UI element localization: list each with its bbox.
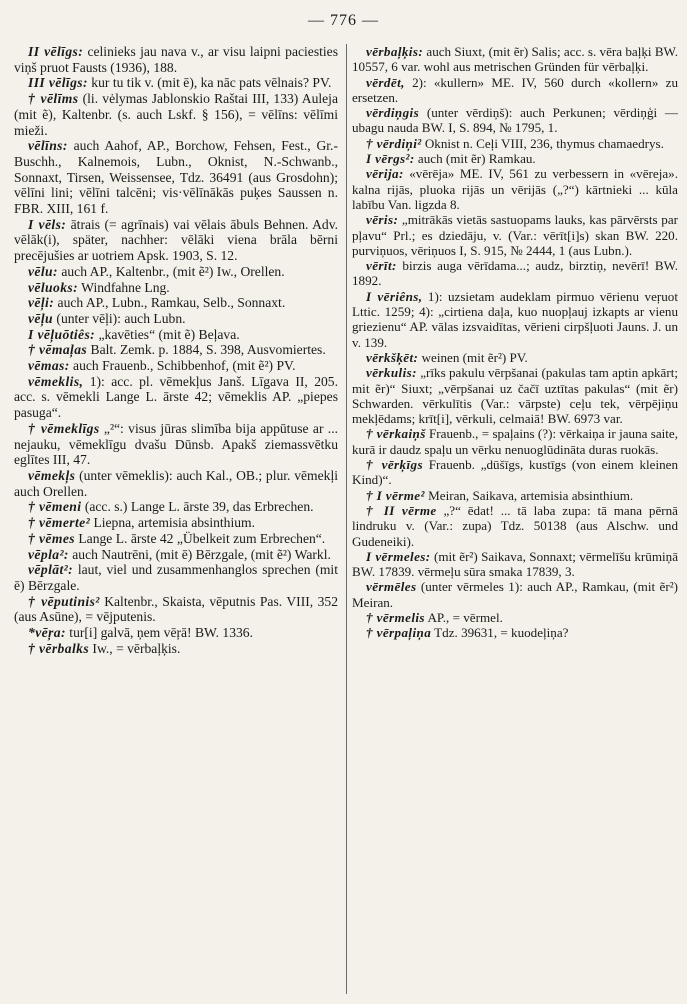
dictionary-entry: [352, 503, 678, 549]
entry-text: Windfahne Lng.: [78, 279, 170, 295]
entry-headword: vēplāt²:: [28, 562, 74, 578]
entry-headword: vēlu:: [28, 263, 58, 279]
dictionary-entry: [352, 75, 678, 106]
entry-headword: vērdēt,: [366, 74, 405, 90]
entry-headword: † vēmerte²: [28, 515, 91, 531]
dictionary-entry: [352, 350, 678, 365]
entry-text: „kavēties“ (mit ẽ) Beļava.: [95, 326, 240, 342]
entry-text: tur[i] galvā, ņem vēŗā! BW. 1336.: [65, 625, 254, 641]
entry-text: (unter vērmeles 1): auch AP., Ramkau, (mit ẽr²) Meiran.: [352, 579, 678, 610]
dictionary-entry: [14, 327, 338, 343]
column-divider: [346, 44, 347, 994]
entry-headword: I vērmeles:: [366, 548, 431, 564]
entry-text: (unter vēļi): auch Lubn.: [53, 310, 186, 326]
entry-headword: I vēļuōtiês:: [28, 326, 96, 342]
entry-headword: II vēlīgs:: [28, 44, 84, 59]
entry-text: auch Nautrēni, (mit ē) Bērzgale, (mit ẽ²) Warkl.: [68, 546, 331, 562]
dictionary-entry: [352, 488, 678, 503]
entry-text: (li. vėlymas Jablonskio Raštai III, 133) Auleja (mit ẽ), Kaltenbr. (s. auch Lskf. § 156), = vēlīns: vēlīmi mieži.: [14, 91, 338, 138]
entry-headword: vērkulis:: [366, 365, 417, 381]
entry-headword: vērīt:: [366, 258, 397, 274]
entry-headword: vēmeklis,: [28, 373, 84, 389]
dictionary-entry: [14, 374, 338, 421]
entry-headword: vēļi:: [28, 295, 55, 311]
entry-text: „?“ ēdat! ... tā laba zupa: tā mana pērnā lindruku v. (Var.: zupa) Tdz. 50138 (aus Alschw. und Gudeneiki).: [352, 502, 678, 549]
entry-headword: vēmekļs: [28, 467, 76, 483]
entry-text: (unter vērdiņš): auch Perkunen; vērdiņģi — ubagu nauda BW. I, S. 894, № 1795, 1.: [352, 105, 678, 136]
dictionary-entry: [352, 579, 678, 610]
entry-text: (unter vēmeklis): auch Kal., OB.; plur. vēmekļi auch Orellen.: [14, 467, 338, 499]
entry-text: 2): «kullern» ME. IV, 560 durch «kollern» zu ersetzen.: [352, 74, 678, 105]
entry-text: „²“: visus jūras slimība bija appūtuse ar ... nejauku, vēmeklīgu dvašu Dūnsb. Apakš ziemassvētku eglītes III, 47.: [14, 420, 338, 468]
entry-text: auch Siuxt, (mit ẽr) Salis; acc. s. vēra baļķi BW. 10557, 6 var. wohl aus metrischen Gründen für vērbaļķi.: [352, 44, 678, 75]
entry-headword: † vērdiņi²: [366, 135, 422, 151]
entry-text: kur tu tik v. (mit ē), ka nāc pats vēlnais? PV.: [87, 75, 332, 91]
entry-text: Balt. Zemk. p. 1884, S. 398, Ausvomiertes.: [87, 342, 326, 358]
dictionary-entry: [14, 342, 338, 358]
entry-text: auch Aahof, AP., Borchow, Fehsen, Fest., Gr.-Buschh., Kalnemois, Lubn., Oknist, N.-Schwanb., Sonnaxt, Tirsen, Weissensee, Tdz. 36491 (aus Grosdohn); vēlīni lini; vēlīni talcēni; vis·vēlīnākās puķes Saussen n. FBR. XIII, 161 f.: [14, 138, 338, 217]
dictionary-entry: [14, 75, 338, 91]
dictionary-entry: [14, 358, 338, 374]
entry-text: AP., = vērmel.: [424, 609, 503, 625]
entry-headword: vēļu: [28, 310, 54, 326]
dictionary-entry: [14, 138, 338, 217]
dictionary-entry: [352, 212, 678, 258]
dictionary-entry: [352, 289, 678, 350]
entry-headword: vērija:: [366, 166, 404, 182]
entry-headword: vērkšķēt:: [366, 349, 419, 365]
entry-text: Meiran, Saikava, artemisia absinthium.: [424, 487, 634, 503]
entry-headword: † vēmaļas: [28, 342, 88, 358]
entry-headword: † vēmeni: [28, 499, 82, 515]
dictionary-entry: [14, 295, 338, 311]
entry-text: „mitrākās vietās sastuopams lauks, kas pārvērsts par pļavu“ Prl.; es dziedāju, v. (Var.: vērīt[i]s) skan BW. 220. purviņuos, vēriņuos I, S. 915, № 2444, 1 (aus Lubn.).: [352, 212, 678, 258]
entry-headword: † vēputinis²: [28, 593, 100, 609]
entry-headword: † vēmes: [28, 530, 75, 546]
dictionary-entry: [352, 625, 678, 640]
dictionary-entry: [352, 610, 678, 625]
entry-text: (mit ẽr²) Saikava, Sonnaxt; vērmelīšu krūmiņā BW. 17839. vērmeļu sūra smaka 17839, 3.: [352, 548, 678, 580]
entry-headword: vēpla²:: [28, 546, 69, 562]
entry-text: Kaltenbr., Skaista, vēputnis Pas. VIII, 352 (aus Asūne), = vējputenis.: [14, 593, 338, 625]
dictionary-entry: [14, 531, 338, 547]
entry-text: Lange L. ārste 42 „Übelkeit zum Erbrechen“.: [74, 530, 326, 546]
entry-text: laut, viel und zusammenhanglos sprechen (mit ē) Bērzgale.: [14, 562, 338, 593]
dictionary-entry: [14, 311, 338, 327]
entry-text: auch Frauenb., Schibbenhof, (mit ẽ²) PV.: [69, 358, 296, 374]
entry-headword: vērbaļķis:: [366, 44, 424, 59]
left-column: [14, 44, 338, 999]
entry-text: ātrais (= agrīnais) vai vēlais ābuls Behnen. Adv. vēlāk(i), später, nachher: vēlāki viena brāla bērni precējušies ar uotriem Apsk. 1903, S. 12.: [14, 216, 338, 264]
dictionary-entry: [14, 562, 338, 593]
dictionary-entry: [352, 258, 678, 289]
entry-text: „rīks pakulu vērpšanai (pakulas tam aptin apkārt; mit ẽr)“ Siuxt; „vērpšanai uz čačī uztītas pakulas“ (mit ẽr) Schwarden. vērkulītis (Var.: vārpste) ceļu tek, vērpējiņu mekļēdams; krīt[i], vērkuli, celmaiā! BW. 6973 var.: [352, 365, 678, 427]
dictionary-entry: [352, 426, 678, 457]
dictionary-entry: [352, 136, 678, 151]
entry-text: «vērēja» ME. IV, 561 zu verbessern in «vēreja». kalna rijās, pluoka rijās un vērijās („?“) kārtnieki ... kūla labību Van. ligzda 8.: [352, 166, 678, 212]
entry-text: auch AP., Lubn., Ramkau, Selb., Sonnaxt.: [54, 295, 286, 311]
dictionary-entry: [14, 217, 338, 264]
entry-headword: vēris:: [366, 212, 399, 228]
entry-headword: I vēls:: [28, 216, 67, 232]
entry-headword: † vērkaiņš: [366, 426, 426, 442]
entry-text: (acc. s.) Lange L. ārste 39, das Erbrechen.: [81, 499, 314, 515]
entry-text: birzis auga vērīdama...; audz, birztiņ, nevērī! BW. 1892.: [352, 258, 678, 289]
right-column: [352, 44, 678, 999]
dictionary-entry: [352, 365, 678, 426]
entry-headword: I vērgs²:: [366, 151, 415, 167]
entry-headword: † vērpaļiņa: [366, 625, 432, 641]
dictionary-entry: [352, 105, 678, 136]
entry-headword: vērdiņgis: [366, 105, 420, 121]
entry-headword: vēlīns:: [28, 138, 68, 154]
dictionary-entry: [14, 515, 338, 531]
dictionary-entry: [14, 499, 338, 515]
dictionary-entry: [14, 625, 338, 641]
dictionary-entry: [14, 91, 338, 138]
entry-text: 1): uzsietam audeklam pirmuo vērienu veŗuot Lttic. 1259; 4): „cirtiena daļa, kuo nuopļauj izkapts ar vienu griezienu“ AP. vālas izsvaidītas, vērieni cirpšļuoti Jauns. J. un v. 139.: [352, 288, 678, 350]
entry-headword: † II vērme: [366, 502, 437, 518]
entry-text: Frauenb. „dūšīgs, kustīgs (von einem kleinen Kind)“.: [352, 457, 678, 488]
dictionary-entry: [14, 547, 338, 563]
dictionary-entry: [14, 594, 338, 625]
entry-headword: III vēlīgs:: [28, 75, 88, 91]
entry-headword: † vēlīms: [28, 91, 79, 107]
dictionary-entry: [14, 44, 338, 75]
entry-headword: † vērķīgs: [366, 457, 423, 473]
dictionary-entry: [14, 468, 338, 499]
entry-text: weinen (mit ẽr²) PV.: [418, 349, 528, 365]
entry-text: Frauenb., = spaļains (?): vērkaiņa ir jauna saite, kurā ir daudz spaļu un vērku nenuoglūdināta duras ruokās.: [352, 426, 678, 457]
entry-text: auch AP., Kaltenbr., (mit ẽ²) Iw., Orellen.: [57, 263, 285, 279]
entry-headword: *vēŗa:: [28, 625, 66, 641]
entry-headword: † vēmeklīgs: [28, 420, 100, 436]
entry-headword: † vērbalks: [28, 640, 90, 656]
entry-headword: vēluoks:: [28, 279, 79, 295]
entry-headword: † I vērme²: [366, 487, 425, 503]
dictionary-entry: [352, 44, 678, 75]
dictionary-entry: [14, 421, 338, 468]
entry-text: celinieks jau nava v., ar visu laipni paciesties viņš pruot Fausts (1936), 188.: [14, 44, 338, 75]
entry-text: Iw., = vērbaļķis.: [89, 640, 181, 656]
dictionary-entry: [352, 166, 678, 212]
dictionary-entry: [352, 549, 678, 580]
dictionary-entry: [14, 280, 338, 296]
page-number: — 776 —: [308, 12, 379, 29]
entry-text: auch (mit ẽr) Ramkau.: [414, 151, 536, 167]
entry-headword: † vērmelis: [366, 609, 425, 625]
entry-text: 1): acc. pl. vēmekļus Janš. Līgava II, 205. acc. s. vēmekli Lange L. ārste 42; vēmeklis AP. „piepes pasuga“.: [14, 373, 338, 421]
entry-headword: vērmēles: [366, 579, 417, 595]
entry-headword: vēmas:: [28, 358, 70, 374]
entry-text: Liepna, artemisia absinthium.: [90, 515, 256, 531]
entry-text: Oknist n. Ceļi VIII, 236, thymus chamaedrys.: [421, 135, 664, 151]
dictionary-entry: [352, 457, 678, 488]
dictionary-entry: [14, 641, 338, 657]
dictionary-entry: [352, 151, 678, 166]
entry-text: Tdz. 39631, = kuodeļiņa?: [431, 625, 569, 641]
entry-headword: I vēriêns,: [366, 288, 423, 304]
dictionary-entry: [14, 264, 338, 280]
